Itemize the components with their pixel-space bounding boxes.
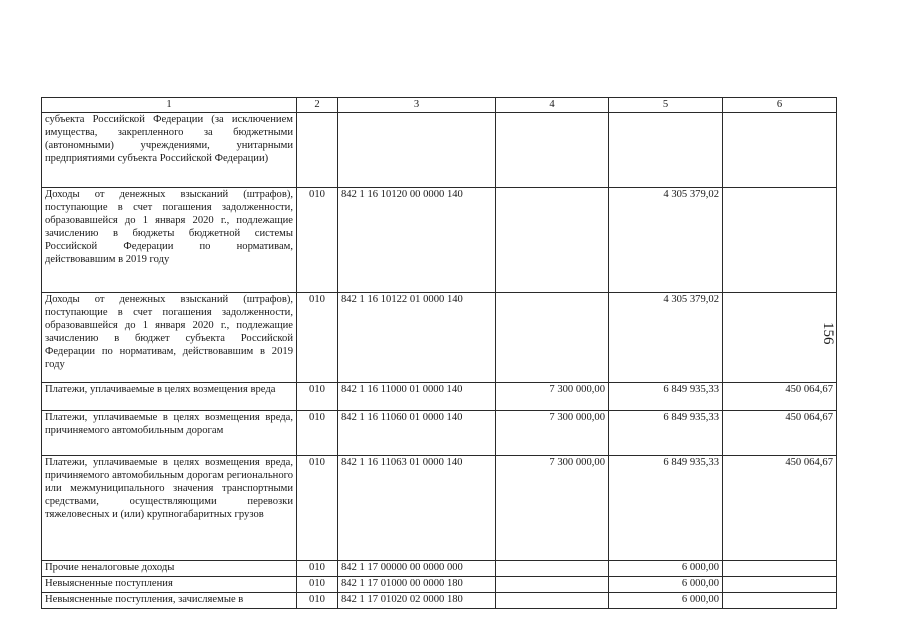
approved-amount-cell <box>496 113 609 188</box>
budget-code-cell: 842 1 16 11000 01 0000 140 <box>338 383 496 411</box>
line-code-cell: 010 <box>297 561 338 577</box>
executed-amount-cell: 6 849 935,33 <box>609 383 723 411</box>
not-executed-amount-cell <box>723 561 837 577</box>
not-executed-amount-cell <box>723 188 837 293</box>
executed-amount-cell: 6 000,00 <box>609 561 723 577</box>
not-executed-amount-cell <box>723 577 837 593</box>
budget-code-cell: 842 1 17 00000 00 0000 000 <box>338 561 496 577</box>
line-code-cell: 010 <box>297 593 338 609</box>
executed-amount-cell: 4 305 379,02 <box>609 188 723 293</box>
executed-amount-cell: 6 000,00 <box>609 577 723 593</box>
table-row <box>42 293 837 383</box>
row-name-cell: Платежи, уплачиваемые в целях возмещения вреда, причиняемого автомобильным дорогам <box>42 411 297 456</box>
approved-amount-cell <box>496 577 609 593</box>
column-number-row <box>42 98 837 113</box>
budget-code-cell <box>338 113 496 188</box>
row-name-cell: Прочие неналоговые доходы <box>42 561 297 577</box>
not-executed-amount-cell: 450 064,67 <box>723 411 837 456</box>
approved-amount-cell <box>496 561 609 577</box>
table-row <box>42 593 837 609</box>
column-number: 4 <box>496 98 609 113</box>
table-row <box>42 456 837 561</box>
approved-amount-cell: 7 300 000,00 <box>496 383 609 411</box>
line-code-cell: 010 <box>297 188 338 293</box>
table-row <box>42 188 837 293</box>
table-row <box>42 577 837 593</box>
line-code-cell: 010 <box>297 411 338 456</box>
not-executed-amount-cell <box>723 293 837 383</box>
column-number: 3 <box>338 98 496 113</box>
revenue-table <box>41 97 837 609</box>
approved-amount-cell <box>496 293 609 383</box>
line-code-cell <box>297 113 338 188</box>
row-name-cell: Доходы от денежных взысканий (штрафов), поступающие в счет погашения задолженности, образовавшейся до 1 января 2020 г., подлежащие зачислению в бюджеты бюджетной системы Российской Федерации по нормативам, действовавшим в 2019 году <box>42 188 297 293</box>
executed-amount-cell <box>609 113 723 188</box>
not-executed-amount-cell: 450 064,67 <box>723 383 837 411</box>
executed-amount-cell: 6 000,00 <box>609 593 723 609</box>
executed-amount-cell: 6 849 935,33 <box>609 456 723 561</box>
budget-code-cell: 842 1 17 01020 02 0000 180 <box>338 593 496 609</box>
column-number: 5 <box>609 98 723 113</box>
approved-amount-cell: 7 300 000,00 <box>496 456 609 561</box>
row-name-cell: Платежи, уплачиваемые в целях возмещения вреда <box>42 383 297 411</box>
budget-code-cell: 842 1 17 01000 00 0000 180 <box>338 577 496 593</box>
not-executed-amount-cell: 450 064,67 <box>723 456 837 561</box>
budget-code-cell: 842 1 16 11060 01 0000 140 <box>338 411 496 456</box>
table-row <box>42 561 837 577</box>
column-number: 2 <box>297 98 338 113</box>
row-name-cell: Невыясненные поступления, зачисляемые в <box>42 593 297 609</box>
row-name-cell: Невыясненные поступления <box>42 577 297 593</box>
budget-code-cell: 842 1 16 10122 01 0000 140 <box>338 293 496 383</box>
row-name-cell: субъекта Российской Федерации (за исключением имущества, закрепленного за бюджетными (автономными) учреждениями, унитарными предприятиями субъекта Российской Федерации) <box>42 113 297 188</box>
not-executed-amount-cell <box>723 113 837 188</box>
not-executed-amount-cell <box>723 593 837 609</box>
table-row <box>42 383 837 411</box>
column-number: 6 <box>723 98 837 113</box>
executed-amount-cell: 4 305 379,02 <box>609 293 723 383</box>
budget-code-cell: 842 1 16 11063 01 0000 140 <box>338 456 496 561</box>
line-code-cell: 010 <box>297 293 338 383</box>
executed-amount-cell: 6 849 935,33 <box>609 411 723 456</box>
row-name-cell: Доходы от денежных взысканий (штрафов), поступающие в счет погашения задолженности, образовавшейся до 1 января 2020 г., подлежащие зачислению в бюджет субъекта Российской Федерации по нормативам, действовавшим в 2019 году <box>42 293 297 383</box>
row-name-cell: Платежи, уплачиваемые в целях возмещения вреда, причиняемого автомобильным дорогам регионального или межмуниципального значения транспортными средствами, осуществляющими перевозки тяжеловесных и (или) крупногабаритных грузов <box>42 456 297 561</box>
line-code-cell: 010 <box>297 577 338 593</box>
table-row <box>42 113 837 188</box>
table-row <box>42 411 837 456</box>
approved-amount-cell: 7 300 000,00 <box>496 411 609 456</box>
line-code-cell: 010 <box>297 383 338 411</box>
budget-code-cell: 842 1 16 10120 00 0000 140 <box>338 188 496 293</box>
approved-amount-cell <box>496 188 609 293</box>
column-number: 1 <box>42 98 297 113</box>
approved-amount-cell <box>496 593 609 609</box>
line-code-cell: 010 <box>297 456 338 561</box>
page-number: 156 <box>820 322 836 345</box>
